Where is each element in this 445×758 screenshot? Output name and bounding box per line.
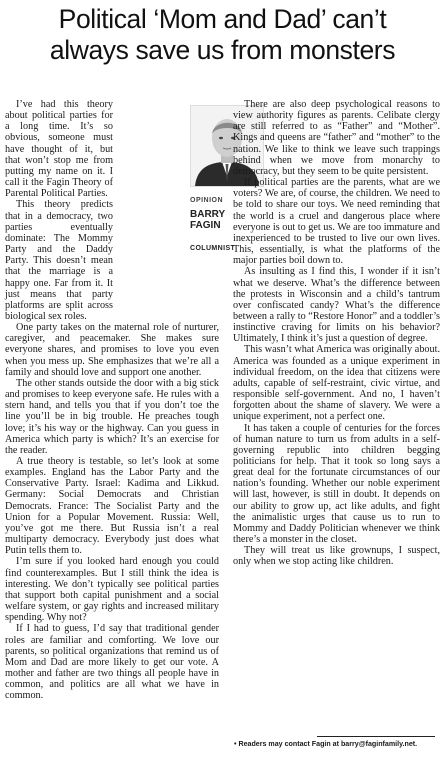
paragraph: This wasn’t what America was originally about. America was founded as a unique experiment in individual freedom, on the idea that citizens were adults, capable of self-restraint, civic virtue, and responsible self-government. And no, I haven’t forgotten about the shame of slavery. We were a unique experiment, not a perfect one. bbox=[233, 344, 440, 423]
section-label: OPINION bbox=[190, 197, 224, 204]
paragraph: This theory predicts that in a democracy, two parties eventually dominate: The Mommy Party and the Daddy Party. This doesn’t mean that the marriage is a happy one. Far from it. It just means that party platforms are split across biological sex roles. bbox=[5, 199, 113, 322]
contact-line: • Readers may contact Fagin at barry@faginfamily.net. bbox=[234, 740, 418, 748]
paragraph: I’m sure if you looked hard enough you could find counterexamples. But I still think the idea is interesting. We don’t typically see political parties that support both capital punishment and a social welfare system, or gay rights and increased military spending. Why not? bbox=[5, 556, 219, 624]
headline-line-2: always save us from monsters bbox=[49, 35, 396, 65]
paragraph: I’ve had this theory about political parties for a long time. It’s so obvious, someone must have thought of it, but that won’t stop me from putting my name on it. I call it the Fagin Theory of Parental Political Parties. bbox=[5, 99, 113, 200]
headline bbox=[6, 4, 439, 66]
paragraph: There are also deep psychological reasons to view authority figures as parents. Celibate clergy are still referred to as “Father” and “Mother”. Kings and queens are “father” and “mother” to the nation. We like to think we leave such trappings behind when we move from monarchy to democracy, but they seem to be quite persistent. bbox=[233, 99, 440, 177]
paragraph: A true theory is testable, so let’s look at some examples. England has the Labor Party and the Conservative Party. Israel: Kadima and Likkud. Germany: Social Democrats and Christian Democrats. France: The Socialist Party and the Union for a Popular Movement. Russia: Well, you’ve got me there. But Russia isn’t a real multiparty democracy. Everybody just does what Putin tells them to. bbox=[5, 456, 219, 557]
paragraph: It has taken a couple of centuries for the forces of human nature to turn us from adults in a self-governing republic into children begging politicians for help. That it took so long says a great deal for the fortunate circumstances of our nation’s founding. Whether our noble experiment will last, however, is still in doubt. It depends on our ability to grow up, act like adults, and fight the animalistic urges that cause us to run to Mommy and Daddy Politician whenever we think there’s a monster in the closet. bbox=[233, 422, 440, 546]
paragraph: One party takes on the maternal role of nurturer, caregiver, and peacemaker. She makes sure everyone shares, and promises to love you even when you mess up. She emphasizes that we’re all a family and should love and support one another. bbox=[5, 322, 219, 378]
headline-line-1: Political ‘Mom and Dad’ can’t bbox=[58, 4, 387, 34]
article-right-column bbox=[233, 99, 440, 568]
author-first-name: BARRY bbox=[190, 209, 226, 220]
article-left-column bbox=[5, 99, 219, 701]
paragraph: If political parties are the parents, what are we voters? We are, of course, the children. We need to be told to share our toys. We need reminding that the world is a cruel and dangerous place where everyone is out to get us. We are too immature and inexperienced to be trusted to live our own lives. This, essentially, is what the platforms of the major parties boil down to. bbox=[233, 177, 440, 267]
paragraph: They will treat us like grownups, I suspect, only when we stop acting like children. bbox=[233, 545, 440, 568]
author-last-name: FAGIN bbox=[190, 220, 221, 231]
paragraph: As insulting as I find this, I wonder if it isn’t what we deserve. What’s the difference between the protests in Wisconsin and a child’s tantrum over confiscated candy? What’s the difference between a rally to “Restore Honor” and a toddler’s instinctive craving for limits on his behavior? Ultimately, I think it’s just a question of degree. bbox=[233, 266, 440, 345]
divider bbox=[317, 736, 435, 737]
paragraph: If I had to guess, I’d say that traditional gender roles are familiar and comforting. We love our parents, so political organizations that remind us of Mom and Dad are more likely to get our vote. A mother and father are two things all people have in common, and politics are all what we have in common. bbox=[5, 623, 219, 702]
author-role: COLUMNIST bbox=[190, 245, 236, 252]
paragraph: The other stands outside the door with a big stick and promises to keep everyone safe. He rules with a stern hand, and tells you that if you don’t toe the line you’ll be in big trouble. He preaches tough love; it’s his way or the highway. Can you guess in America which party is which? It’s an exercise for the reader. bbox=[5, 377, 219, 456]
